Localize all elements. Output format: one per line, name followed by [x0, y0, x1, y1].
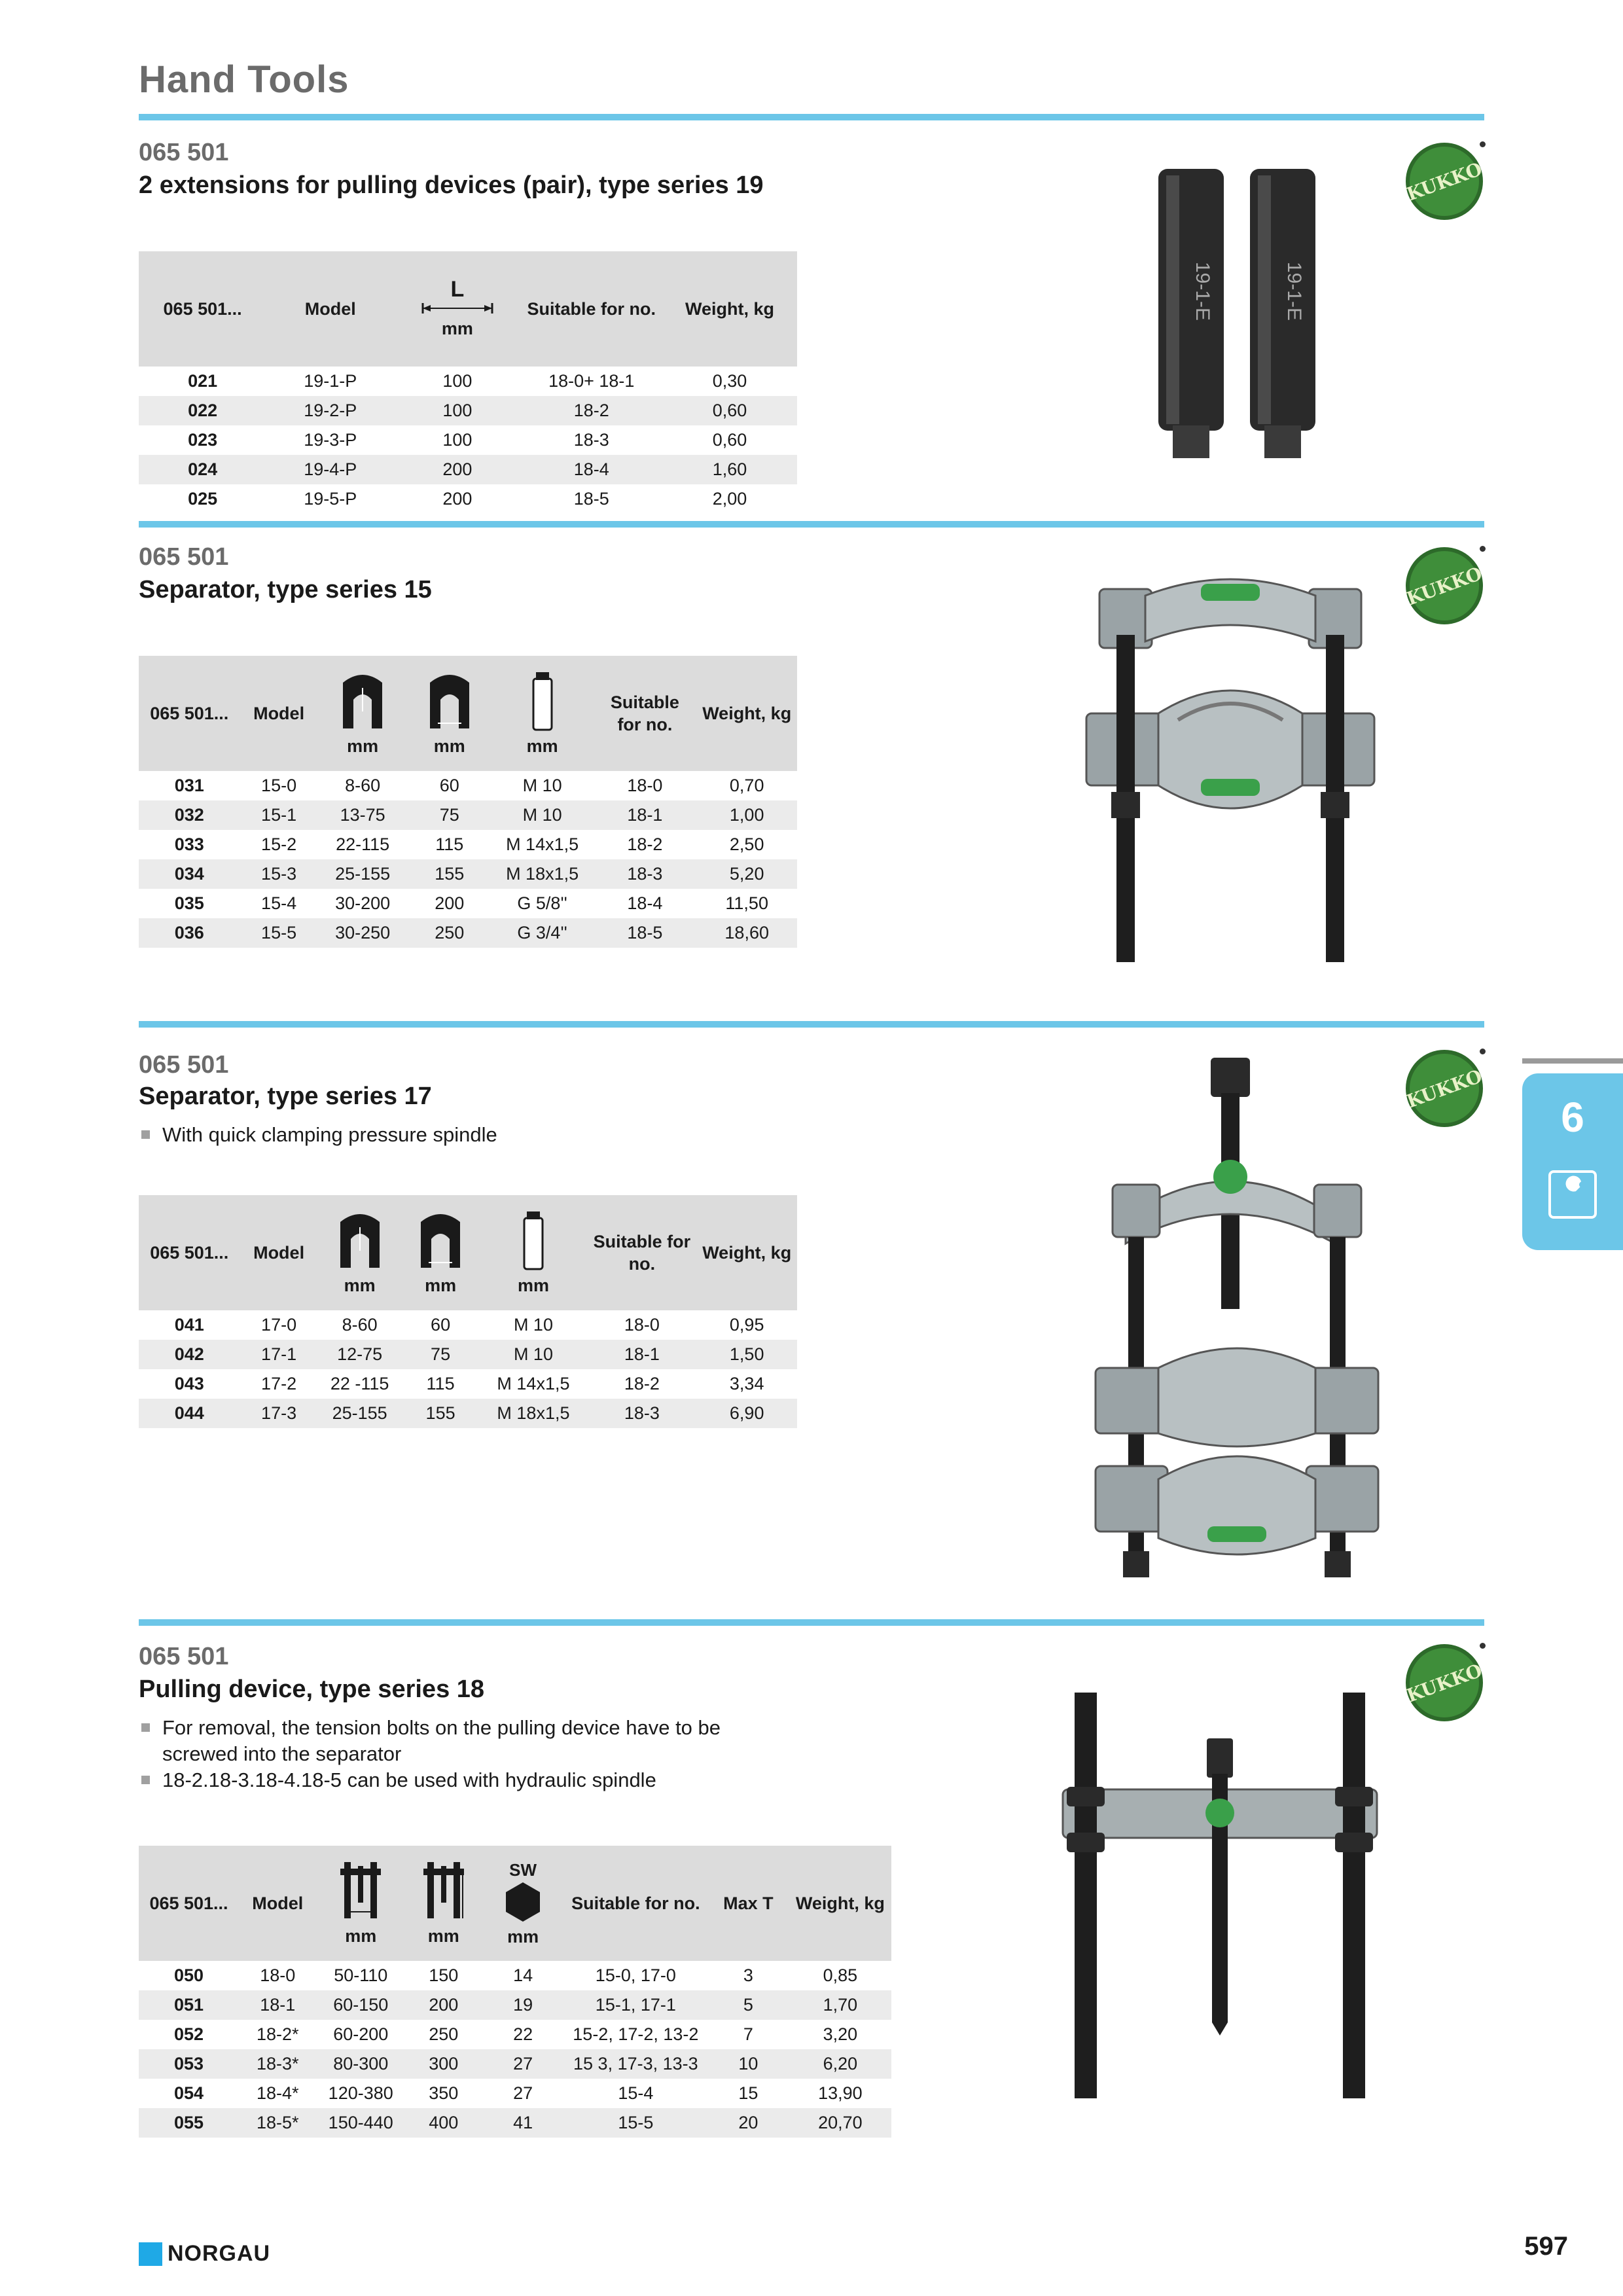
cell: 30-250: [318, 918, 408, 948]
separator-17-photo: [1086, 1054, 1387, 1590]
cell: 18-0: [624, 1315, 660, 1335]
section-code: 065 501: [139, 1643, 229, 1670]
section-title: 2 extensions for pulling devices (pair), type series 19: [139, 171, 764, 199]
cell: 18-5: [573, 489, 609, 509]
cell: 18-4: [520, 455, 662, 484]
col-article-no: 065 501...: [139, 251, 266, 367]
cell: 15-2: [261, 834, 297, 854]
unit-label: mm: [344, 1276, 376, 1295]
cell: 18,60: [696, 918, 797, 948]
cell: 11,50: [725, 893, 768, 913]
length-dimension-icon: [421, 302, 493, 315]
section-title: Pulling device, type series 18: [139, 1676, 485, 1703]
cell: 18-1: [587, 1340, 696, 1369]
cell: 100: [394, 396, 520, 425]
table-row: [139, 1990, 891, 2020]
brand-square-icon: [139, 2242, 162, 2266]
unit-label: mm: [345, 1926, 377, 1946]
cell: 22-115: [336, 834, 390, 854]
col-width: [408, 656, 491, 771]
cell: 2,00: [712, 489, 747, 509]
cell: 100: [442, 371, 473, 391]
col-model: Model: [240, 1195, 318, 1310]
cell: 3,20: [823, 2024, 858, 2044]
table-row: [139, 2108, 891, 2138]
col-article-no: 065 501...: [139, 656, 240, 771]
section-code: 065 501: [139, 1051, 229, 1079]
cell: 75: [408, 800, 491, 830]
cell: 041: [174, 1315, 204, 1335]
cell: 024: [139, 455, 266, 484]
col-suitable-for: Suitable for no.: [520, 251, 662, 367]
section-divider: [139, 521, 1484, 528]
cell: 043: [174, 1374, 204, 1393]
cell: 400: [405, 2108, 482, 2138]
cell: 19-2-P: [266, 396, 394, 425]
table-row: [139, 1369, 797, 1399]
cell: 250: [408, 918, 491, 948]
unit-label: mm: [526, 736, 558, 756]
kukko-logo-text: KUKKO: [1403, 1659, 1486, 1707]
cell: 036: [139, 918, 240, 948]
cell: 50-110: [334, 1965, 388, 1985]
kukko-logo: [1403, 1644, 1486, 1721]
col-width: [402, 1195, 480, 1310]
length-label: L: [450, 277, 465, 302]
cell: 19: [482, 1990, 564, 2020]
feature-list: [139, 1122, 497, 1148]
cell: 10: [707, 2049, 789, 2079]
cell: 19-4-P: [266, 455, 394, 484]
cell: 19-5-P: [304, 489, 357, 509]
cell: 17-0: [261, 1315, 297, 1335]
cell: 27: [513, 2083, 533, 2103]
cell: 7: [743, 2024, 753, 2044]
section-title: Separator, type series 17: [139, 1083, 432, 1110]
table-row: [139, 2020, 891, 2049]
cell: 60-200: [333, 2024, 389, 2044]
cell: 27: [482, 2049, 564, 2079]
cell: 18-0: [260, 1965, 296, 1985]
cell: 18-3: [587, 1399, 696, 1428]
cell: 0,95: [729, 1315, 764, 1335]
col-suitable-for: Suitable for no.: [564, 1846, 707, 1961]
page-title: Hand Tools: [139, 58, 349, 101]
cell: G 5/8'': [517, 893, 567, 913]
cell: 17-3: [240, 1399, 318, 1428]
extension-label: 19-1-E: [1192, 262, 1213, 321]
cell: 200: [442, 489, 473, 509]
separator-width-icon: [416, 1209, 465, 1272]
cell: 1,00: [696, 800, 797, 830]
cell: 15-5: [240, 918, 318, 948]
feature-item: 18-2.18-3.18-4.18-5 can be used with hydraulic spindle: [139, 1767, 793, 1793]
cell: 18-0: [627, 776, 663, 795]
cell: M 10: [522, 776, 562, 795]
bolt-thread-icon: [520, 1209, 546, 1272]
page-number: 597: [1524, 2232, 1568, 2261]
cell: 22: [513, 2024, 533, 2044]
cell: 031: [174, 776, 204, 795]
cell: 115: [426, 1374, 455, 1393]
unit-label: mm: [347, 736, 379, 756]
cell: 17-2: [261, 1374, 297, 1393]
pulling-device-photo: [1041, 1682, 1394, 2121]
extensions-photo: [1139, 164, 1335, 465]
section-title: Separator, type series 15: [139, 576, 432, 603]
feature-item: With quick clamping pressure spindle: [139, 1122, 497, 1148]
unit-label: mm: [433, 736, 465, 756]
sw-label: SW: [509, 1860, 537, 1880]
table-row: [139, 2049, 891, 2079]
col-thread: [491, 656, 594, 771]
cell: 15-3: [240, 859, 318, 889]
cell: 200: [394, 455, 520, 484]
cell: 1,70: [789, 1990, 891, 2020]
table-row: [139, 484, 797, 514]
cell: 5,20: [696, 859, 797, 889]
cell: 18-2: [520, 396, 662, 425]
chapter-tab[interactable]: [1522, 1073, 1623, 1250]
cell: 75: [402, 1340, 480, 1369]
spec-table-separator-15: [139, 656, 797, 948]
cell: 8-60: [345, 776, 381, 795]
cell: M 14x1,5: [506, 834, 579, 854]
feature-list: [139, 1715, 793, 1793]
table-row: [139, 1961, 891, 1990]
cell: M 18x1,5: [480, 1399, 588, 1428]
cell: M 10: [480, 1340, 588, 1369]
cell: G 3/4'': [491, 918, 594, 948]
cell: 0,60: [712, 430, 747, 450]
kukko-logo-text: KUKKO: [1403, 157, 1486, 206]
cell: 15 3, 17-3, 13-3: [564, 2049, 707, 2079]
table-row: [139, 425, 797, 455]
cell: 033: [174, 834, 204, 854]
cell: 034: [139, 859, 240, 889]
table-row: [139, 771, 797, 800]
cell: 15-0: [261, 776, 297, 795]
unit-label: mm: [507, 1927, 539, 1946]
feature-item: For removal, the tension bolts on the pulling device have to be screwed into the separator: [139, 1715, 793, 1767]
cell: 042: [139, 1340, 240, 1369]
cell: 18-0+ 18-1: [548, 371, 635, 391]
cell: 18-4: [627, 893, 663, 913]
cell: 032: [139, 800, 240, 830]
table-row: [139, 1340, 797, 1369]
kukko-logo: [1403, 547, 1486, 624]
cell: 051: [139, 1990, 239, 2020]
cell: 18-5*: [239, 2108, 317, 2138]
cell: 14: [513, 1965, 533, 1985]
cell: 25-155: [318, 1399, 402, 1428]
cell: 055: [139, 2108, 239, 2138]
cell: 2,50: [729, 834, 764, 854]
section-code: 065 501: [139, 139, 229, 166]
table-row: [139, 1310, 797, 1340]
col-weight: Weight, kg: [662, 251, 797, 367]
wrench-icon: [1548, 1170, 1597, 1219]
cell: 025: [188, 489, 218, 509]
cell: 022: [139, 396, 266, 425]
section-divider: [139, 1021, 1484, 1028]
section-divider: [139, 1619, 1484, 1626]
unit-label: mm: [441, 319, 473, 338]
cell: 15-0, 17-0: [595, 1965, 676, 1985]
col-model: Model: [266, 251, 394, 367]
col-weight: Weight, kg: [789, 1846, 891, 1961]
extension-label: 19-1-E: [1283, 262, 1305, 321]
cell: 1,50: [696, 1340, 797, 1369]
cell: 0,85: [823, 1965, 858, 1985]
cell: 18-2: [627, 834, 663, 854]
cell: 044: [139, 1399, 240, 1428]
cell: 12-75: [318, 1340, 402, 1369]
cell: 053: [139, 2049, 239, 2079]
col-length: [394, 251, 520, 367]
cell: 150-440: [317, 2108, 405, 2138]
col-suitable-for: Suitable for no.: [593, 656, 696, 771]
cell: 41: [482, 2108, 564, 2138]
separator-15-photo: [1073, 569, 1381, 969]
cell: 80-300: [317, 2049, 405, 2079]
cell: 0,70: [729, 776, 764, 795]
cell: 0,60: [662, 396, 797, 425]
col-depth: [405, 1846, 482, 1961]
cell: 22 -115: [330, 1374, 389, 1393]
table-row: [139, 455, 797, 484]
cell: M 10: [491, 800, 594, 830]
cell: 19-3-P: [304, 430, 357, 450]
hex-nut-icon: [505, 1881, 541, 1923]
cell: 052: [173, 2024, 204, 2044]
bolt-thread-icon: [529, 670, 556, 732]
cell: M 18x1,5: [491, 859, 594, 889]
col-wrench-size: [482, 1846, 564, 1961]
col-article-no: 065 501...: [139, 1195, 240, 1310]
cell: 60-150: [317, 1990, 405, 2020]
col-max-force: Max T: [707, 1846, 789, 1961]
col-model: Model: [239, 1846, 317, 1961]
table-row: [139, 2079, 891, 2108]
cell: 155: [402, 1399, 480, 1428]
table-row: [139, 859, 797, 889]
col-dia-range: [318, 656, 408, 771]
cell: 120-380: [328, 2083, 393, 2103]
spec-table-separator-17: [139, 1195, 797, 1428]
col-dia-range: [318, 1195, 402, 1310]
table-row: [139, 800, 797, 830]
cell: 15-4: [618, 2083, 654, 2103]
side-tab-bar: [1522, 1058, 1623, 1064]
col-model: Model: [240, 656, 318, 771]
footer-brand: [139, 2241, 270, 2267]
cell: 18-3: [573, 430, 609, 450]
cell: 3: [743, 1965, 753, 1985]
cell: 15: [738, 2083, 758, 2103]
chapter-number: 6: [1561, 1094, 1584, 1141]
cell: 155: [408, 859, 491, 889]
cell: 60: [431, 1315, 451, 1335]
cell: 20,70: [789, 2108, 891, 2138]
cell: 60: [439, 776, 459, 795]
cell: 20: [707, 2108, 789, 2138]
cell: 15-1, 17-1: [564, 1990, 707, 2020]
cell: 115: [435, 834, 464, 854]
cell: 021: [188, 371, 218, 391]
unit-label: mm: [427, 1926, 459, 1946]
cell: 18-3*: [239, 2049, 317, 2079]
separator-diameter-icon: [335, 1209, 385, 1272]
cell: 150: [429, 1965, 459, 1985]
cell: 15-4: [261, 893, 297, 913]
unit-label: mm: [425, 1276, 457, 1295]
cell: 18-2: [624, 1374, 660, 1393]
kukko-logo: [1403, 143, 1486, 220]
unit-label: mm: [517, 1276, 549, 1295]
table-row: [139, 1399, 797, 1428]
col-suitable-for: Suitable for no.: [587, 1195, 696, 1310]
col-span-range: [317, 1846, 405, 1961]
cell: 15-5: [564, 2108, 707, 2138]
table-row: [139, 367, 797, 396]
cell: 250: [429, 2024, 459, 2044]
cell: 200: [435, 893, 465, 913]
cell: 0,30: [712, 371, 747, 391]
cell: 18-3: [593, 859, 696, 889]
cell: 18-1: [593, 800, 696, 830]
section-divider: [139, 114, 1484, 120]
cell: 6,90: [696, 1399, 797, 1428]
cell: 15-1: [240, 800, 318, 830]
separator-width-icon: [425, 670, 474, 732]
table-row: [139, 830, 797, 859]
col-thread: [480, 1195, 588, 1310]
cell: 18-4*: [256, 2083, 299, 2103]
cell: 19-1-P: [304, 371, 357, 391]
cell: 5: [707, 1990, 789, 2020]
cell: 1,60: [662, 455, 797, 484]
cell: 100: [442, 430, 473, 450]
spec-table-pulling-device-18: [139, 1846, 891, 2138]
cell: 13,90: [818, 2083, 863, 2103]
cell: 050: [173, 1965, 204, 1985]
cell: 13-75: [318, 800, 408, 830]
cell: 035: [174, 893, 204, 913]
table-row: [139, 918, 797, 948]
cell: 30-200: [335, 893, 391, 913]
cell: 023: [188, 430, 218, 450]
table-row: [139, 396, 797, 425]
puller-span-icon: [338, 1859, 383, 1922]
cell: M 14x1,5: [497, 1374, 570, 1393]
table-row: [139, 889, 797, 918]
cell: 18-5: [593, 918, 696, 948]
section-code: 065 501: [139, 543, 229, 571]
puller-depth-icon: [421, 1859, 467, 1922]
cell: 25-155: [318, 859, 408, 889]
col-weight: Weight, kg: [696, 656, 797, 771]
kukko-logo-text: KUKKO: [1403, 562, 1486, 610]
spec-table-extensions: [139, 251, 797, 514]
cell: 3,34: [729, 1374, 764, 1393]
kukko-logo-text: KUKKO: [1403, 1064, 1486, 1113]
cell: 200: [405, 1990, 482, 2020]
cell: 18-1: [239, 1990, 317, 2020]
cell: 18-2*: [256, 2024, 299, 2044]
col-article-no: 065 501...: [139, 1846, 239, 1961]
cell: 15-2, 17-2, 13-2: [573, 2024, 699, 2044]
cell: 8-60: [342, 1315, 378, 1335]
cell: 17-1: [240, 1340, 318, 1369]
cell: M 10: [513, 1315, 553, 1335]
kukko-logo: [1403, 1050, 1486, 1127]
separator-diameter-icon: [338, 670, 387, 732]
cell: 6,20: [789, 2049, 891, 2079]
col-weight: Weight, kg: [696, 1195, 797, 1310]
footer-brand-text: NORGAU: [168, 2241, 271, 2266]
cell: 054: [173, 2083, 204, 2103]
cell: 350: [429, 2083, 459, 2103]
cell: 300: [405, 2049, 482, 2079]
